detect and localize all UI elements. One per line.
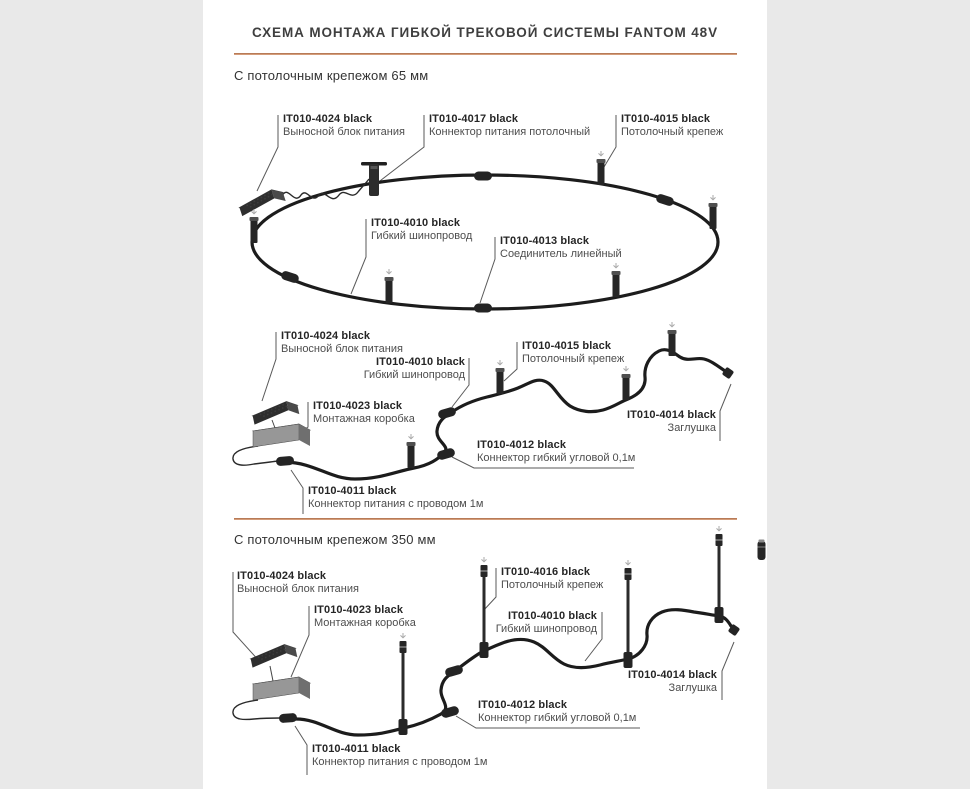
part-label <box>621 113 723 138</box>
power-cord <box>233 700 280 719</box>
leader-lines <box>257 115 616 303</box>
part-label <box>371 217 472 242</box>
part-code: IT010-4023 black <box>314 604 404 616</box>
mounting-box-icon <box>253 424 310 447</box>
part-code: IT010-4017 black <box>429 113 519 125</box>
part-name: Потолочный крепеж <box>522 352 625 365</box>
part-label <box>308 485 483 510</box>
part-label <box>281 330 403 355</box>
part-code: IT010-4010 black <box>371 217 461 229</box>
part-code: IT010-4024 black <box>237 570 327 582</box>
suspension-rod-icon <box>399 633 408 735</box>
part-label <box>522 340 624 365</box>
part-code: IT010-4010 black <box>375 356 465 368</box>
part-code: IT010-4015 black <box>522 340 612 352</box>
ceiling-mount-icon <box>407 434 416 468</box>
mounting-box-icon <box>253 677 310 700</box>
part-name: Монтажная коробка <box>313 412 415 425</box>
part-code: IT010-4016 black <box>501 566 591 578</box>
power-cord <box>233 446 278 465</box>
part-label <box>496 610 597 635</box>
part-label <box>429 113 590 138</box>
diagram-wave-350 <box>233 526 766 775</box>
power-supply-icon <box>251 399 299 424</box>
part-code: IT010-4012 black <box>477 439 567 451</box>
part-code: IT010-4013 black <box>500 235 590 247</box>
diagram-oval-track <box>237 115 718 313</box>
part-name: Заглушка <box>668 681 717 694</box>
ceiling-mount-icon <box>250 209 259 243</box>
part-label <box>364 356 465 381</box>
part-name: Коннектор гибкий угловой 0,1м <box>477 451 636 464</box>
part-name: Коннектор питания потолочный <box>429 125 591 138</box>
ceiling-mount-icon <box>668 322 677 356</box>
part-name: Коннектор гибкий угловой 0,1м <box>478 711 637 724</box>
part-label <box>283 113 405 138</box>
suspension-rod-icon <box>715 526 724 623</box>
part-code: IT010-4014 black <box>627 669 717 681</box>
suspension-rod-icon <box>480 557 489 658</box>
linear-connector-icon <box>280 270 300 284</box>
part-code: IT010-4015 black <box>621 113 711 125</box>
part-name: Коннектор питания с проводом 1м <box>308 497 484 510</box>
part-code: IT010-4014 black <box>626 409 716 421</box>
part-label <box>628 669 717 694</box>
part-label <box>477 439 635 464</box>
part-label <box>627 409 716 434</box>
part-name: Потолочный крепеж <box>501 578 604 591</box>
part-code: IT010-4011 black <box>308 485 397 497</box>
part-label <box>312 743 487 768</box>
ceiling-mount-icon <box>496 360 505 394</box>
part-name: Гибкий шинопровод <box>363 368 465 381</box>
linear-connector-icon <box>474 304 492 313</box>
part-name: Выносной блок питания <box>281 342 403 355</box>
power-feed-connector-icon <box>279 713 298 723</box>
part-label <box>501 566 603 591</box>
part-code: IT010-4010 black <box>507 610 597 622</box>
psu-wire <box>270 666 273 681</box>
part-name: Гибкий шинопровод <box>495 622 597 635</box>
spare-rod-icon <box>758 540 766 561</box>
part-name: Коннектор питания с проводом 1м <box>312 755 488 768</box>
corner-connector-icon <box>444 664 464 678</box>
suspension-rod-icon <box>624 560 633 668</box>
part-label <box>237 570 359 595</box>
ceiling-mount-icon <box>597 151 606 185</box>
corner-connector-icon <box>437 406 457 420</box>
section-heading-350mm: С потолочным крепежом 350 мм <box>234 532 436 547</box>
part-label <box>313 400 415 425</box>
page-title: СХЕМА МОНТАЖА ГИБКОЙ ТРЕКОВОЙ СИСТЕМЫ FANTOM 48V <box>252 25 718 40</box>
ceiling-mount-icon <box>612 263 621 297</box>
part-name: Соединитель линейный <box>500 247 622 260</box>
part-label <box>314 604 416 629</box>
power-supply-icon <box>249 642 297 667</box>
ceiling-mount-icon <box>622 366 631 400</box>
ceiling-mount-icon <box>385 269 394 303</box>
part-name: Заглушка <box>667 421 716 434</box>
power-cord <box>282 179 369 199</box>
part-name: Выносной блок питания <box>283 125 405 138</box>
linear-connector-icon <box>655 193 675 207</box>
part-code: IT010-4012 black <box>478 699 568 711</box>
part-name: Потолочный крепеж <box>621 125 724 138</box>
ceiling-mount-icon <box>709 195 718 229</box>
part-code: IT010-4023 black <box>313 400 403 412</box>
part-label <box>500 235 622 260</box>
section-heading-65mm: С потолочным крепежом 65 мм <box>234 68 429 83</box>
psu-wire <box>272 420 275 428</box>
part-code: IT010-4024 black <box>283 113 373 125</box>
power-feed-connector-icon <box>276 456 295 467</box>
part-label <box>478 699 636 724</box>
linear-connector-icon <box>474 172 492 181</box>
part-name: Гибкий шинопровод <box>371 229 473 242</box>
part-code: IT010-4024 black <box>281 330 371 342</box>
part-name: Выносной блок питания <box>237 582 359 595</box>
part-code: IT010-4011 black <box>312 743 401 755</box>
part-name: Монтажная коробка <box>314 616 416 629</box>
